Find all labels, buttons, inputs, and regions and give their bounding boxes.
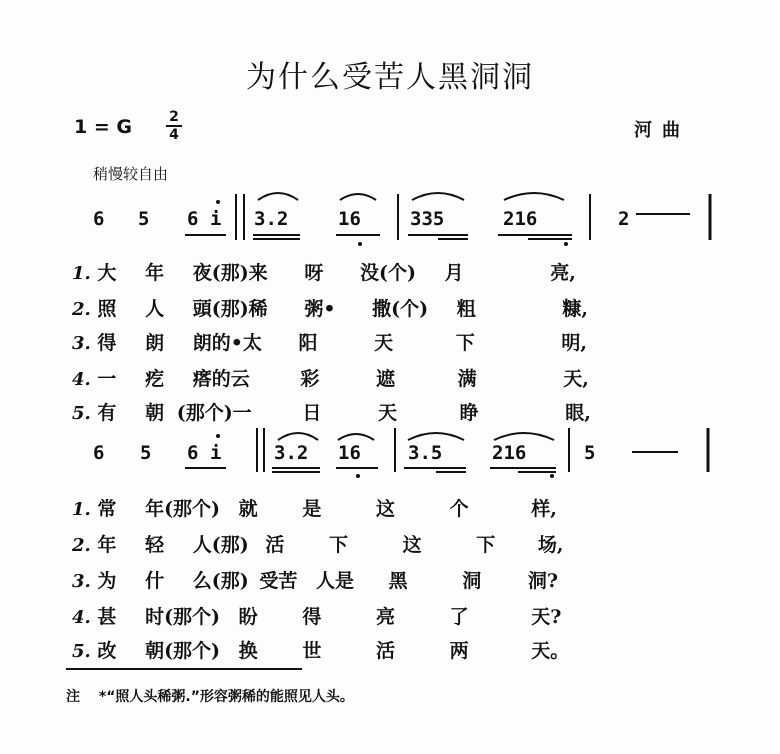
verse-number: 5. <box>72 641 91 662</box>
lyric-word: 明, <box>561 332 588 354</box>
note: 5 <box>140 442 152 464</box>
note: 16 <box>338 208 361 230</box>
lyric-word: 场, <box>537 534 564 556</box>
lyric-word: 天 <box>374 332 394 354</box>
song-title: 为什么受苦人黑洞洞 <box>246 60 534 95</box>
time-signature-bottom: 4 <box>169 127 179 143</box>
lyric-word: 年 <box>97 534 117 556</box>
lyric-word: 常 <box>97 498 117 520</box>
note: i <box>210 208 222 230</box>
lyric-word: 改 <box>97 640 117 662</box>
lyric-word: 人 <box>145 298 165 320</box>
lyric-word: 换 <box>238 640 258 662</box>
lyric-word: 就 <box>238 498 258 520</box>
note: 6 <box>93 208 105 230</box>
footnote-divider <box>66 668 302 670</box>
verse-number: 4. <box>72 607 91 628</box>
lyric-word: 睁 <box>459 402 479 424</box>
lyric-word: 受苦 <box>259 570 298 592</box>
lyric-word: 轻 <box>145 534 165 556</box>
lyric-word: 什 <box>145 570 165 592</box>
tempo-marking: 稍慢较自由 <box>93 165 169 183</box>
note: i <box>210 442 222 464</box>
lyric-word: 撒(个) <box>372 298 429 320</box>
lyric-word: 亮 <box>375 606 395 628</box>
verse-number: 2. <box>72 299 91 320</box>
lyric-word: 有 <box>97 402 117 424</box>
lyric-word: 糠, <box>562 298 588 320</box>
time-signature-top: 2 <box>169 109 179 125</box>
lyric-word: 彩 <box>300 368 320 390</box>
lyric-word: 两 <box>449 640 469 662</box>
lyric-word: 这 <box>402 534 422 556</box>
lyric-word: 人是 <box>315 570 354 592</box>
lyric-word: 遮 <box>375 368 395 390</box>
lyric-word: 洞 <box>462 570 482 592</box>
note: 6 <box>187 442 199 464</box>
lyric-word: 朝(那个) <box>145 640 221 662</box>
note: 3.2 <box>254 208 289 230</box>
lyric-word: 下 <box>476 534 496 556</box>
verse-number: 1. <box>72 263 91 284</box>
verse-number: 2. <box>72 535 91 556</box>
lyric-word: 么(那) <box>192 570 249 592</box>
note: 3.5 <box>408 442 443 464</box>
lyric-word: 日 <box>302 402 322 424</box>
key-signature: 1 = G <box>74 116 132 138</box>
note: 5 <box>584 442 596 464</box>
lyric-word: 粗 <box>456 298 476 320</box>
lyric-word: 粥• <box>304 298 336 320</box>
lyric-word: 朗 <box>145 332 165 354</box>
note: 216 <box>503 208 538 230</box>
verse-number: 3. <box>72 571 91 592</box>
note: 3.2 <box>274 442 309 464</box>
lyric-line-8 <box>72 566 558 593</box>
lyric-line-2 <box>72 294 588 321</box>
lyric-word: 时(那个) <box>145 606 221 628</box>
lyric-word: 得 <box>97 332 117 354</box>
lyric-word: 了 <box>449 606 469 628</box>
footnote-text: *“照人头稀粥.”形容粥稀的能照见人头。 <box>98 689 354 705</box>
lyric-word: 一 <box>97 368 117 390</box>
lyric-word: 年 <box>145 262 165 284</box>
lyric-word: 活 <box>265 534 285 556</box>
note: 335 <box>410 208 445 230</box>
lyric-word: 年(那个) <box>145 498 221 520</box>
lyric-word: 瘩的云 <box>192 368 250 390</box>
lyric-word: 天, <box>563 368 589 390</box>
verse-number: 1. <box>72 499 91 520</box>
lyric-word: 是 <box>302 498 322 520</box>
note: 16 <box>338 442 361 464</box>
lyric-word: 个 <box>449 498 469 520</box>
lyric-line-10 <box>72 636 569 663</box>
song-origin: 河曲 <box>634 120 690 141</box>
lyric-word: 黑 <box>388 570 408 592</box>
lyric-line-5 <box>72 398 591 425</box>
note: 2 <box>618 208 630 230</box>
lyric-word: 呀 <box>304 262 324 284</box>
lyric-word: 下 <box>455 332 475 354</box>
verse-number: 3. <box>72 333 91 354</box>
lyric-word: 为 <box>97 570 117 592</box>
lyric-word: 这 <box>375 498 395 520</box>
lyric-word: 月 <box>444 262 464 284</box>
lyric-word: 世 <box>302 640 322 662</box>
lyric-line-7 <box>72 530 564 557</box>
note: 5 <box>138 208 150 230</box>
lyric-word: 亮, <box>550 262 576 284</box>
note: 6 <box>93 442 105 464</box>
lyric-word: 朝 <box>145 402 165 424</box>
lyric-word: 天? <box>531 606 562 628</box>
footnote-marker: 注 <box>66 689 80 705</box>
lyric-word: 阳 <box>298 332 318 354</box>
lyric-word: 朗的•太 <box>192 332 262 354</box>
lyric-word: 眼, <box>565 402 591 424</box>
lyric-line-4 <box>72 364 589 391</box>
lyric-word: 没(个) <box>359 262 416 284</box>
lyric-line-6 <box>72 494 557 521</box>
lyric-word: 甚 <box>97 606 117 628</box>
lyric-word: 得 <box>302 606 322 628</box>
lyric-word: 洞? <box>527 570 559 592</box>
lyric-word: 大 <box>97 262 117 284</box>
lyric-word: (那个)一 <box>176 402 252 424</box>
note: 216 <box>492 442 527 464</box>
lyric-word: 活 <box>375 640 395 662</box>
note: 6 <box>187 208 199 230</box>
verse-number: 4. <box>72 369 91 390</box>
lyric-word: 疙 <box>145 368 165 390</box>
lyric-word: 满 <box>457 368 477 390</box>
lyric-line-1 <box>72 258 576 285</box>
lyric-word: 人(那) <box>192 534 249 556</box>
lyric-word: 天。 <box>531 640 570 662</box>
lyric-word: 照 <box>97 298 117 320</box>
lyric-word: 下 <box>328 534 348 556</box>
footnote <box>66 686 354 706</box>
lyric-line-9 <box>72 602 561 629</box>
lyric-word: 样, <box>531 498 557 520</box>
lyric-line-3 <box>72 328 587 355</box>
lyric-word: 頭(那)稀 <box>192 298 268 320</box>
lyric-word: 天 <box>377 402 397 424</box>
lyric-word: 盼 <box>238 606 258 628</box>
lyric-word: 夜(那)来 <box>192 262 268 284</box>
verse-number: 5. <box>72 403 91 424</box>
